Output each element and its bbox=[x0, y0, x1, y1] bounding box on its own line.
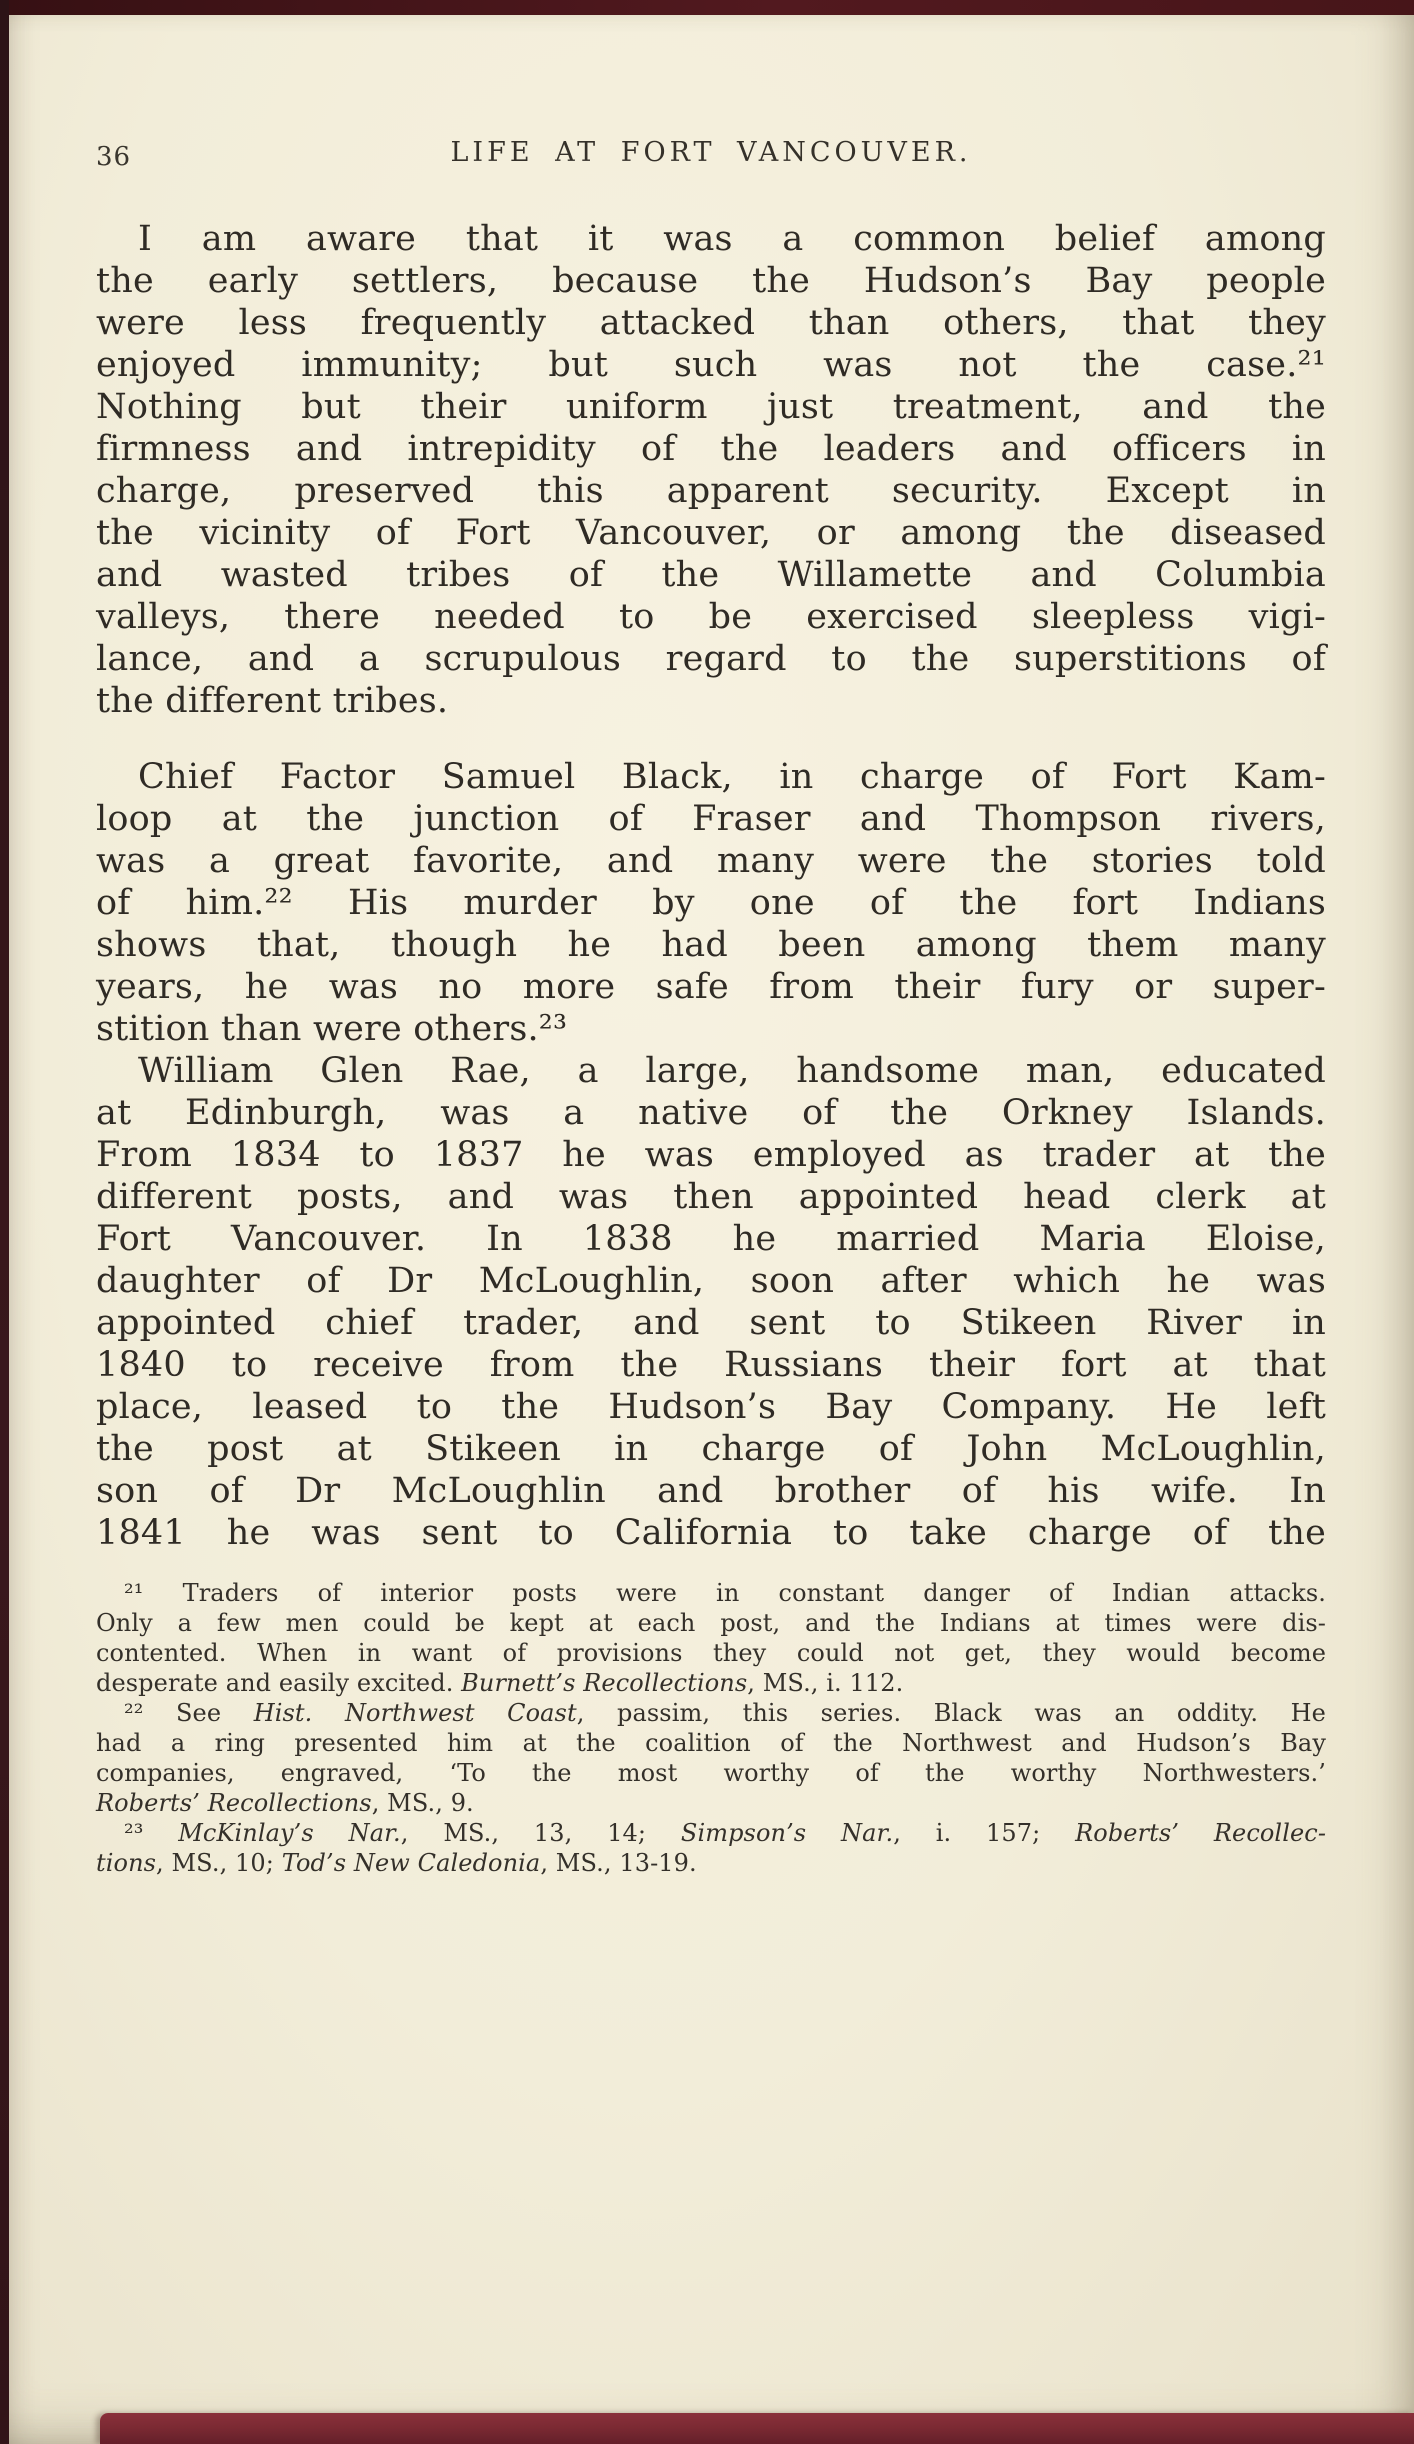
text-segment: , MS., 9. bbox=[371, 1789, 474, 1817]
italic-text: tions bbox=[96, 1849, 157, 1877]
text-line bbox=[96, 302, 1326, 344]
text-segment: William Glen Rae, a large, handsome man, educated bbox=[138, 1051, 1326, 1091]
text-segment: companies, engraved, ‘To the most worthy of the worthy Northwesters.’ bbox=[96, 1759, 1326, 1787]
text-line bbox=[96, 924, 1326, 966]
text-line bbox=[96, 1788, 1326, 1818]
text-line bbox=[96, 1134, 1326, 1176]
text-line bbox=[96, 1218, 1326, 1260]
text-segment: ²² See bbox=[124, 1699, 254, 1727]
text-segment: ²³ bbox=[124, 1819, 179, 1847]
text-line bbox=[96, 1050, 1326, 1092]
text-segment: years, he was no more safe from their fury or super- bbox=[96, 967, 1326, 1007]
text-segment: different posts, and was then appointed head clerk at bbox=[96, 1177, 1326, 1217]
text-line bbox=[96, 1470, 1326, 1512]
text-segment: firmness and intrepidity of the leaders and officers in bbox=[96, 429, 1326, 469]
text-line bbox=[96, 1668, 1326, 1698]
text-line bbox=[96, 1608, 1326, 1638]
italic-text: Simpson’s Nar. bbox=[680, 1819, 894, 1847]
text-line bbox=[96, 1818, 1326, 1848]
text-segment: ²¹ Traders of interior posts were in constant danger of Indian attacks. bbox=[124, 1579, 1326, 1607]
text-line bbox=[96, 1302, 1326, 1344]
page-content bbox=[96, 0, 1326, 1878]
text-segment: daughter of Dr McLoughlin, soon after which he was bbox=[96, 1261, 1326, 1301]
footnotes bbox=[96, 1578, 1326, 1878]
text-line bbox=[96, 680, 1326, 722]
text-segment: loop at the junction of Fraser and Thompson rivers, bbox=[96, 799, 1326, 839]
text-line bbox=[96, 1008, 1326, 1050]
text-line bbox=[96, 1512, 1326, 1554]
text-line bbox=[96, 798, 1326, 840]
text-segment: Nothing but their uniform just treatment, and the bbox=[96, 387, 1326, 427]
text-line bbox=[96, 386, 1326, 428]
text-line bbox=[96, 1848, 1326, 1878]
italic-text: McKinlay’s Nar. bbox=[178, 1819, 401, 1847]
body-text bbox=[96, 218, 1326, 1554]
italic-text: Burnett’s Recollections bbox=[461, 1669, 748, 1697]
text-segment: place, leased to the Hudson’s Bay Company. He left bbox=[96, 1387, 1326, 1427]
text-segment: 1841 he was sent to California to take charge of the bbox=[96, 1513, 1326, 1553]
text-segment: , MS., 10; bbox=[156, 1849, 282, 1877]
text-segment: the vicinity of Fort Vancouver, or among the diseased bbox=[96, 513, 1326, 553]
book-edge-bottom bbox=[100, 2413, 1414, 2444]
text-segment: lance, and a scrupulous regard to the superstitions of bbox=[96, 639, 1326, 679]
italic-text: Hist. Northwest Coast bbox=[253, 1699, 577, 1727]
text-segment: were less frequently attacked than others, that they bbox=[96, 303, 1326, 343]
text-line bbox=[96, 218, 1326, 260]
text-segment: the different tribes. bbox=[96, 681, 449, 721]
page-header bbox=[96, 0, 1326, 174]
running-head: LIFE AT FORT VANCOUVER. bbox=[450, 137, 972, 168]
text-segment: at Edinburgh, was a native of the Orkney Islands. bbox=[96, 1093, 1326, 1133]
text-segment: From 1834 to 1837 he was employed as trader at the bbox=[96, 1135, 1326, 1175]
italic-text: Tod’s New Caledonia bbox=[281, 1849, 541, 1877]
text-segment: , i. 157; bbox=[893, 1819, 1076, 1847]
text-segment: , MS., 13, 14; bbox=[400, 1819, 681, 1847]
text-segment: desperate and easily excited. bbox=[96, 1669, 462, 1697]
text-segment: the post at Stikeen in charge of John McLoughlin, bbox=[96, 1429, 1326, 1469]
text-segment: Chief Factor Samuel Black, in charge of Fort Kam- bbox=[138, 757, 1326, 797]
text-segment: , passim, this series. Black was an oddity. He bbox=[576, 1699, 1326, 1727]
text-line bbox=[96, 596, 1326, 638]
italic-text: Roberts’ Recollec- bbox=[1075, 1819, 1327, 1847]
text-line bbox=[96, 470, 1326, 512]
text-segment: , MS., 13-19. bbox=[540, 1849, 697, 1877]
text-segment: charge, preserved this apparent security. Except in bbox=[96, 471, 1326, 511]
text-segment: appointed chief trader, and sent to Stikeen River in bbox=[96, 1303, 1326, 1343]
paragraph bbox=[96, 756, 1326, 1050]
paragraph bbox=[96, 1050, 1326, 1554]
italic-text: Roberts’ Recollections bbox=[96, 1789, 372, 1817]
text-line bbox=[96, 638, 1326, 680]
text-line bbox=[96, 260, 1326, 302]
text-segment: valleys, there needed to be exercised sleepless vigi- bbox=[96, 597, 1326, 637]
text-line bbox=[96, 344, 1326, 386]
text-line bbox=[96, 756, 1326, 798]
text-line bbox=[96, 1344, 1326, 1386]
text-segment: of him.²² His murder by one of the fort Indians bbox=[96, 883, 1326, 923]
footnote bbox=[96, 1578, 1326, 1698]
text-segment: contented. When in want of provisions they could not get, they would become bbox=[96, 1639, 1326, 1667]
footnote bbox=[96, 1818, 1326, 1878]
text-line bbox=[96, 1092, 1326, 1134]
text-segment: Fort Vancouver. In 1838 he married Maria Eloise, bbox=[96, 1219, 1326, 1259]
text-line bbox=[96, 1728, 1326, 1758]
text-segment: stition than were others.²³ bbox=[96, 1009, 568, 1049]
text-line bbox=[96, 428, 1326, 470]
text-segment: shows that, though he had been among them many bbox=[96, 925, 1326, 965]
text-segment: Only a few men could be kept at each post, and the Indians at times were dis- bbox=[96, 1609, 1326, 1637]
text-line bbox=[96, 1386, 1326, 1428]
text-line bbox=[96, 882, 1326, 924]
book-edge-top bbox=[0, 0, 1414, 15]
text-line bbox=[96, 1428, 1326, 1470]
text-line bbox=[96, 1578, 1326, 1608]
text-segment: and wasted tribes of the Willamette and Columbia bbox=[96, 555, 1326, 595]
text-line bbox=[96, 840, 1326, 882]
page-number: 36 bbox=[96, 142, 132, 172]
text-segment: enjoyed immunity; but such was not the case.²¹ bbox=[96, 345, 1326, 385]
text-segment: 1840 to receive from the Russians their fort at that bbox=[96, 1345, 1326, 1385]
text-line bbox=[96, 1698, 1326, 1728]
text-segment: , MS., i. 112. bbox=[747, 1669, 904, 1697]
text-segment: was a great favorite, and many were the stories told bbox=[96, 841, 1326, 881]
text-line bbox=[96, 1176, 1326, 1218]
text-line bbox=[96, 1638, 1326, 1668]
text-segment: had a ring presented him at the coalition of the Northwest and Hudson’s Bay bbox=[96, 1729, 1326, 1757]
text-line bbox=[96, 1758, 1326, 1788]
footnote bbox=[96, 1698, 1326, 1818]
text-line bbox=[96, 554, 1326, 596]
text-segment: the early settlers, because the Hudson’s Bay people bbox=[96, 261, 1326, 301]
text-segment: I am aware that it was a common belief among bbox=[138, 219, 1326, 259]
text-line bbox=[96, 1260, 1326, 1302]
text-segment: son of Dr McLoughlin and brother of his wife. In bbox=[96, 1471, 1326, 1511]
text-line bbox=[96, 512, 1326, 554]
book-edge-left bbox=[0, 0, 9, 2444]
text-line bbox=[96, 966, 1326, 1008]
paragraph bbox=[96, 218, 1326, 722]
